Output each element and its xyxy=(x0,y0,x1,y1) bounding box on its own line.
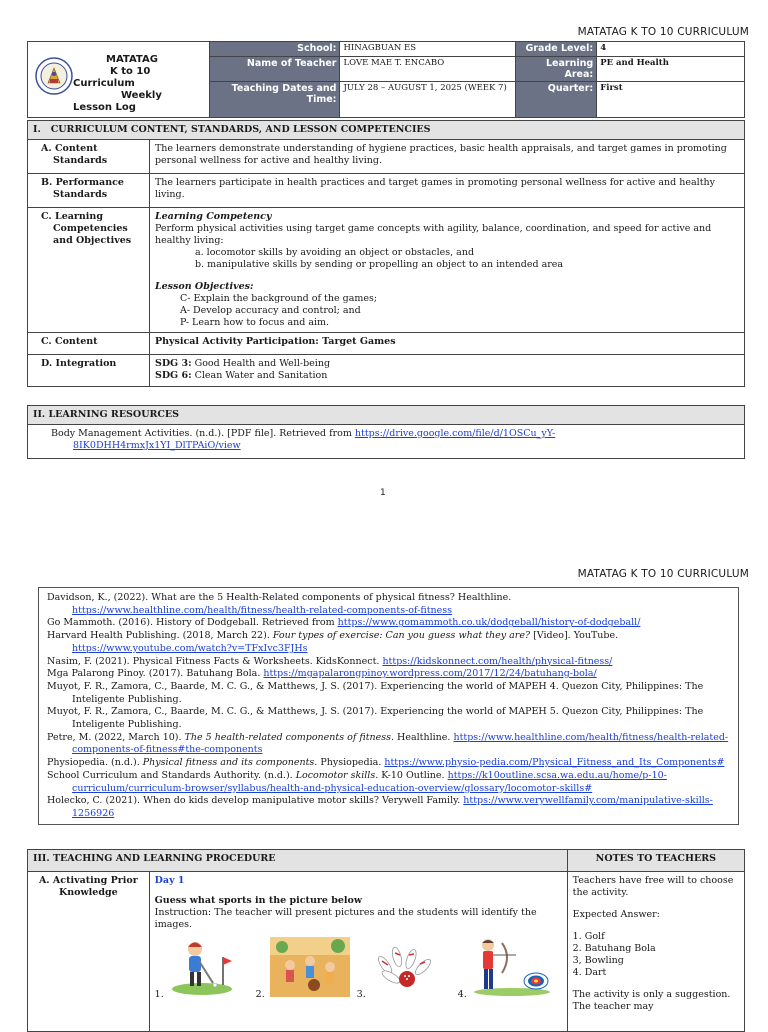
reference-text: Davidson, K., (2022). What are the 5 Health-Related components of physical fitness? Healthline. xyxy=(47,592,512,603)
competencies-cell xyxy=(149,208,744,333)
reference-source: . Physiopedia. xyxy=(314,757,385,769)
integration-label-text: D. Integration xyxy=(41,358,117,369)
batuhang-bola-icon xyxy=(270,937,350,997)
sport-picture-1 xyxy=(155,937,256,1003)
logo-title-line2: K to 10 xyxy=(110,66,151,77)
bowling-icon xyxy=(371,937,437,997)
reference-text: Physiopedia. (n.d.). xyxy=(47,757,143,769)
reference-link[interactable]: https://www.gomammoth.co.uk/dodgeball/history-of-dodgeball/ xyxy=(337,617,641,629)
grade-level-label: Grade Level: xyxy=(516,42,597,57)
school-label: School: xyxy=(209,42,340,57)
reference-entry xyxy=(47,630,730,655)
reference-text: Petre, M. (2022, March 10). xyxy=(47,731,185,743)
objective-a: A- Develop accuracy and control; and xyxy=(179,305,361,316)
learning-resources-cell xyxy=(28,425,745,459)
reference-link[interactable]: https://www.healthline.com/health/fitness/health-related-components-of-fitness xyxy=(72,604,453,616)
teacher-value: LOVE MAE T. ENCABO xyxy=(340,57,516,82)
reference-link[interactable]: https://www.youtube.com/watch?v=TFxIvc3FJHs xyxy=(72,642,308,654)
reference-text: Nasim, F. (2021). Physical Fitness Facts & Worksheets. KidsKonnect. xyxy=(47,655,383,667)
content-standards-label xyxy=(28,140,150,174)
section2-heading: II. LEARNING RESOURCES xyxy=(28,406,745,425)
reference-entry xyxy=(47,770,730,795)
sport-picture-3 xyxy=(357,937,458,1003)
page-number: 1 xyxy=(380,488,386,498)
reference-title: The 5 health-related components of fitness xyxy=(184,731,392,743)
picture-number-4: 4. xyxy=(457,989,467,1000)
reference-entry xyxy=(47,592,730,617)
reference-entry xyxy=(47,795,730,820)
reference-link[interactable]: https://www.physio-pedia.com/Physical_Fitness_and_Its_Components# xyxy=(384,757,725,769)
reference-source: . Healthline. xyxy=(391,731,454,743)
competencies-label-text: C. Learning Competencies and Objectives xyxy=(41,211,132,246)
reference-link[interactable]: https://kidskonnect.com/health/physical-fitness/ xyxy=(382,655,613,667)
reference-entry xyxy=(47,757,730,770)
reference-entry xyxy=(47,668,730,681)
school-value: HINAGBUAN ES xyxy=(340,42,516,57)
references-box xyxy=(38,587,739,825)
teaching-dates-value: JULY 28 – AUGUST 1, 2025 (WEEK 7) xyxy=(340,82,516,118)
objective-p: P- Learn how to focus and aim. xyxy=(179,317,330,328)
learning-resources-table xyxy=(27,405,745,459)
notes-line1: Teachers have free will to choose the activity. xyxy=(572,875,734,898)
answer-4: 4. Dart xyxy=(572,967,607,978)
logo-title-line5: Lesson Log xyxy=(73,102,136,113)
reference-entry xyxy=(47,617,730,630)
curriculum-header-label-page2: MATATAG K TO 10 CURRICULUM xyxy=(577,568,749,580)
reference-entry xyxy=(47,732,730,757)
logo-title-line3: Curriculum xyxy=(73,78,135,89)
reference-entry xyxy=(47,681,730,706)
notes-line2: The activity is only a suggestion. The teacher may xyxy=(572,989,731,1012)
reference-text: Muyot, F. R., Zamora, C., Baarde, M. C. G., & Matthews, J. S. (2017). Experiencing the world of MAPEH 4. Quezon City, Philippines: The Inteligente Publishing. xyxy=(47,680,704,705)
performance-standards-text: The learners participate in health practices and target games in promoting personal wellness for active and healthy living. xyxy=(149,174,744,208)
teaching-procedure-table xyxy=(27,849,745,1032)
sdg3-line xyxy=(155,358,739,370)
resource-text: Body Management Activities. (n.d.). [PDF file]. Retrieved from xyxy=(51,428,355,439)
logo-title-line4: Weekly xyxy=(121,90,162,101)
content-label-text: C. Content xyxy=(41,336,98,347)
section1-title: CURRICULUM CONTENT, STANDARDS, AND LESSON COMPETENCIES xyxy=(50,124,431,135)
integration-cell xyxy=(149,355,744,387)
section1-number: I. xyxy=(33,124,41,135)
reference-source: [Video]. YouTube. xyxy=(530,630,619,642)
section1-heading xyxy=(28,121,745,140)
reference-entry xyxy=(47,656,730,669)
competency-text: Perform physical activities using target game concepts with agility, balance, coordination, and speed for active and healthy living: xyxy=(154,223,712,246)
reference-text: Holecko, C. (2021). When do kids develop manipulative motor skills? Verywell Family. xyxy=(47,795,464,807)
content-value: Physical Activity Participation: Target Games xyxy=(149,333,744,355)
competency-heading: Learning Competency xyxy=(154,211,272,222)
answer-3: 3, Bowling xyxy=(572,955,624,966)
activity-cell xyxy=(149,872,567,1032)
sport-picture-2 xyxy=(256,937,357,1003)
answer-1: 1. Golf xyxy=(572,931,605,942)
reference-text: Mga Palarong Pinoy. (2017). Batuhang Bola. xyxy=(47,668,264,680)
reference-title: Physical fitness and its components xyxy=(142,757,315,769)
picture-number-1: 1. xyxy=(154,989,164,1000)
teacher-label: Name of Teacher xyxy=(209,57,340,82)
picture-number-2: 2. xyxy=(255,989,265,1000)
activity-instruction: Instruction: The teacher will present pictures and the students will identify the images. xyxy=(154,907,537,930)
reference-link[interactable]: https://www.healthline.com/health/fitness/health-related-components-of-fitness#the-components xyxy=(72,731,729,756)
teaching-dates-label: Teaching Dates and Time: xyxy=(209,82,340,118)
grade-level-value: 4 xyxy=(597,42,745,57)
competency-item-a: a. locomotor skills by avoiding an object or obstacles, and xyxy=(194,247,475,258)
sdg6-text: Clean Water and Sanitation xyxy=(191,370,328,381)
performance-standards-label-text: B. Performance Standards xyxy=(41,177,124,200)
objectives-heading: Lesson Objectives: xyxy=(154,281,254,292)
resource-link-part2[interactable]: 8IK0DHH4rmxJx1YI_DlTPAiO/view xyxy=(73,440,241,451)
reference-link[interactable]: https://www.verywellfamily.com/manipulative-skills-1256926 xyxy=(72,795,713,819)
sdg3-text: Good Health and Well-being xyxy=(191,358,331,369)
activity-title: Guess what sports in the picture below xyxy=(154,895,363,906)
logo-title-line1: MATATAG xyxy=(106,54,158,65)
sdg6-label: SDG 6: xyxy=(154,370,192,381)
archery-icon xyxy=(472,937,552,997)
golf-player-icon xyxy=(169,937,235,997)
reference-title: Four types of exercise: Can you guess what they are? xyxy=(272,630,531,642)
prior-knowledge-label xyxy=(28,872,150,1032)
curriculum-content-table xyxy=(27,120,745,387)
competency-item-b: b. manipulative skills by sending or propelling an object to an intended area xyxy=(194,259,564,270)
integration-label xyxy=(28,355,150,387)
day-label: Day 1 xyxy=(154,875,185,886)
reference-link[interactable]: https://k10outline.scsa.wa.edu.au/home/p-10-curriculum/curriculum-browser/syllabus/health-and-physical-education-overview/glossary/locomotor-skills# xyxy=(72,769,667,794)
objective-c: C- Explain the background of the games; xyxy=(179,293,378,304)
prior-knowledge-label-text: A. Activating Prior Knowledge xyxy=(38,875,138,898)
reference-text: Muyot, F. R., Zamora, C., Baarde, M. C. G., & Matthews, J. S. (2017). Experiencing the world of MAPEH 5. Quezon City, Philippines: The Inteligente Publishing. xyxy=(47,706,704,731)
quarter-value: First xyxy=(597,82,745,118)
curriculum-header-label: MATATAG K TO 10 CURRICULUM xyxy=(577,26,749,38)
reference-title: Locomotor skills xyxy=(295,769,376,781)
reference-entry xyxy=(47,706,730,731)
logo-cell xyxy=(28,42,210,118)
resource-link-part1[interactable]: https://drive.google.com/file/d/1OSCu_yY- xyxy=(354,428,556,439)
content-standards-label-text: A. Content Standards xyxy=(41,143,108,166)
quarter-label: Quarter: xyxy=(516,82,597,118)
reference-text: Harvard Health Publishing. (2018, March 22). xyxy=(47,630,273,642)
picture-number-3: 3. xyxy=(356,989,366,1000)
sport-picture-4 xyxy=(458,937,559,1003)
notes-cell xyxy=(567,872,744,1032)
resource-entry xyxy=(33,428,739,452)
notes-heading: NOTES TO TEACHERS xyxy=(567,850,744,872)
learning-area-value: PE and Health xyxy=(597,57,745,82)
reference-link[interactable]: https://mgapalarongpinoy.wordpress.com/2017/12/24/batuhang-bola/ xyxy=(263,668,597,680)
performance-standards-label xyxy=(28,174,150,208)
sdg6-line xyxy=(155,370,739,382)
deped-seal-icon xyxy=(35,57,73,95)
expected-answer-label: Expected Answer: xyxy=(572,909,660,920)
reference-text: School Curriculum and Standards Authority. (n.d.). xyxy=(47,769,296,781)
learning-area-label: Learning Area: xyxy=(516,57,597,82)
content-standards-text: The learners demonstrate understanding of hygiene practices, basic health appraisals, and target games in promoting personal wellness for active and healthy living. xyxy=(149,140,744,174)
sports-pictures xyxy=(155,937,562,1003)
sdg3-label: SDG 3: xyxy=(154,358,192,369)
competencies-label xyxy=(28,208,150,333)
lesson-log-header-table xyxy=(27,41,745,118)
section3-heading: III. TEACHING AND LEARNING PROCEDURE xyxy=(28,850,568,872)
answer-2: 2. Batuhang Bola xyxy=(572,943,656,954)
content-label xyxy=(28,333,150,355)
reference-source: . K-10 Outline. xyxy=(375,769,448,781)
reference-text: Go Mammoth. (2016). History of Dodgeball. Retrieved from xyxy=(47,617,338,629)
